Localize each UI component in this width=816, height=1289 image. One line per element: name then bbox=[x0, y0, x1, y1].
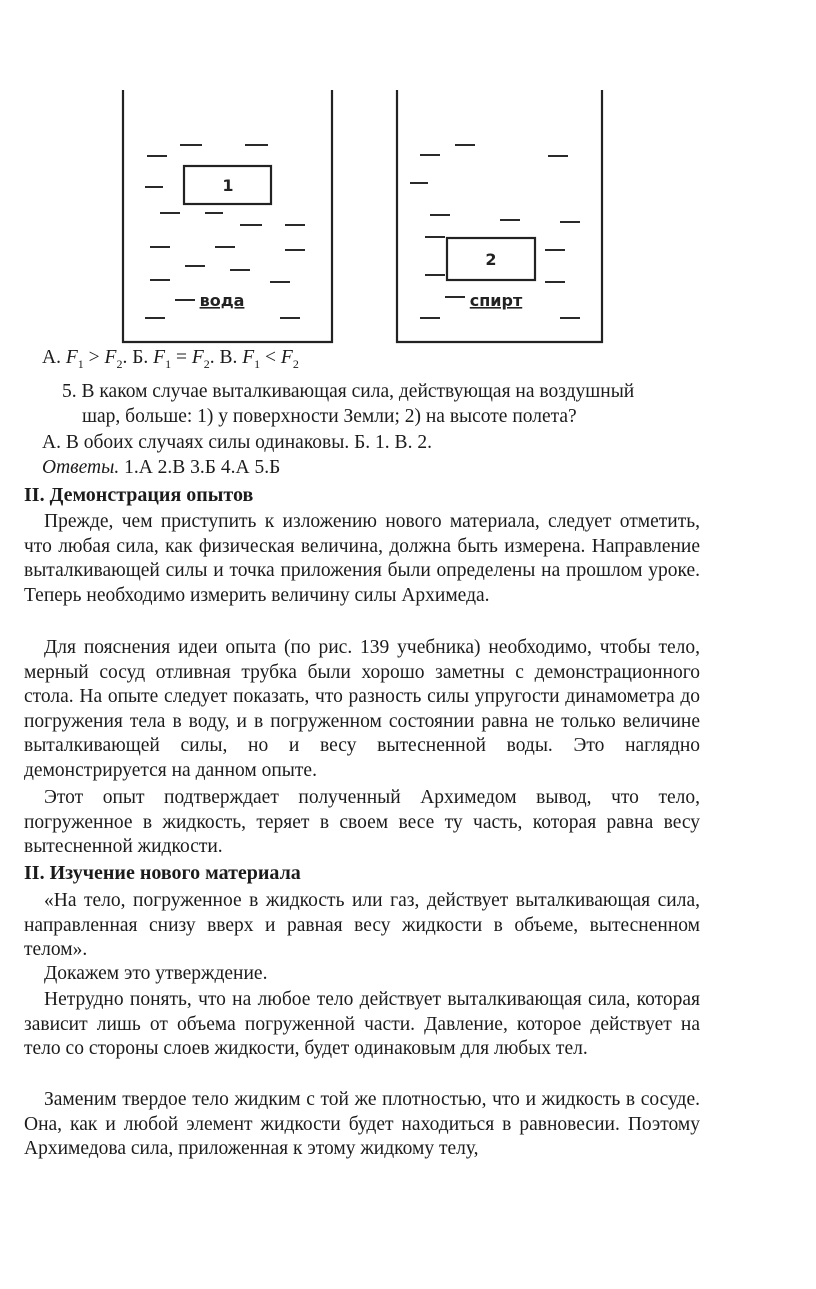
new-paragraph-4: Заменим твердое тело жидким с той же плотностью, что и жидкость в сосуде. Она, как и любой элемент жидкости будет находиться в равновесии. Поэтому Архимедова сила, приложенная к этому жидкому телу, bbox=[24, 1089, 700, 1159]
new-paragraph-2: Докажем это утверждение. bbox=[44, 963, 268, 984]
answers-line bbox=[42, 456, 280, 480]
force-subscript: 2 bbox=[203, 356, 210, 371]
choice-a-prefix: А. bbox=[42, 347, 61, 368]
operator: < bbox=[260, 347, 281, 368]
body-1-label: 1 bbox=[222, 176, 234, 195]
force-subscript: 1 bbox=[254, 356, 261, 371]
vessels-figure bbox=[0, 0, 816, 350]
liquid-alcohol-label: спирт bbox=[469, 291, 523, 310]
force-subscript: 1 bbox=[77, 356, 84, 371]
force-symbol: F bbox=[65, 347, 78, 368]
force-subscript: 1 bbox=[165, 356, 172, 371]
question-5-line-1: 5. В каком случае выталкивающая сила, действующая на воздушный bbox=[62, 381, 635, 402]
choice-c-prefix: . В. bbox=[209, 347, 238, 368]
choice-b-prefix: . Б. bbox=[122, 347, 149, 368]
question-4-choices bbox=[42, 346, 299, 376]
body-2-label: 2 bbox=[485, 250, 497, 269]
section-heading-demo: II. Демонстрация опытов bbox=[24, 484, 254, 506]
section-heading-new: II. Изучение нового материала bbox=[24, 862, 301, 884]
question-5-choices: А. В обоих случаях силы одинаковы. Б. 1. В. 2. bbox=[42, 432, 432, 453]
force-symbol: F bbox=[191, 347, 204, 368]
vessel-water bbox=[123, 90, 332, 342]
question-5-line-2: шар, больше: 1) у поверхности Земли; 2) на высоте полета? bbox=[82, 406, 577, 427]
force-symbol: F bbox=[153, 347, 166, 368]
new-paragraph-3: Нетрудно понять, что на любое тело действует выталкивающая сила, которая зависит лишь от объема погруженной части. Давление, которое действует на тело со стороны слоев жидкости, будет одинаковым для любых тел. bbox=[24, 989, 700, 1059]
force-symbol: F bbox=[242, 347, 255, 368]
demo-paragraph-3: Этот опыт подтверждает полученный Архимедом вывод, что тело, погруженное в жидкость, теряет в своем весе ту часть, которая равна весу вытесненной жидкости. bbox=[24, 787, 700, 857]
force-symbol: F bbox=[280, 347, 293, 368]
operator: > bbox=[83, 347, 105, 368]
liquid-water-label: вода bbox=[199, 291, 245, 310]
new-paragraph-1: «На тело, погруженное в жидкость или газ, действует выталкивающая сила, направленная снизу вверх и равная весу жидкости в объеме, вытесненном телом». bbox=[24, 890, 700, 960]
vessel-alcohol bbox=[397, 90, 602, 342]
answers-label: Ответы. bbox=[42, 457, 120, 478]
force-symbol: F bbox=[104, 347, 117, 368]
force-subscript: 2 bbox=[116, 356, 123, 371]
operator: = bbox=[171, 347, 192, 368]
answers-values: 1.А 2.В 3.Б 4.А 5.Б bbox=[119, 457, 281, 478]
demo-paragraph-1: Прежде, чем приступить к изложению нового материала, следует отметить, что любая сила, как физическая величина, должна быть измерена. Направление выталкивающей силы и точка приложения были определены на прошлом уроке. Теперь необходимо измерить величину силы Архимеда. bbox=[24, 511, 700, 606]
demo-paragraph-2: Для пояснения идеи опыта (по рис. 139 учебника) необходимо, чтобы тело, мерный сосуд отливная трубка были хорошо заметны с демонстрационного стола. На опыте следует показать, что разность силы упругости динамометра до погружения тела в воду, и в погруженном состоянии равна не только величине выталкивающей силы, но и весу вытесненной воды. Это наглядно демонстрируется на данном опыте. bbox=[24, 637, 700, 781]
force-subscript: 2 bbox=[292, 356, 299, 371]
